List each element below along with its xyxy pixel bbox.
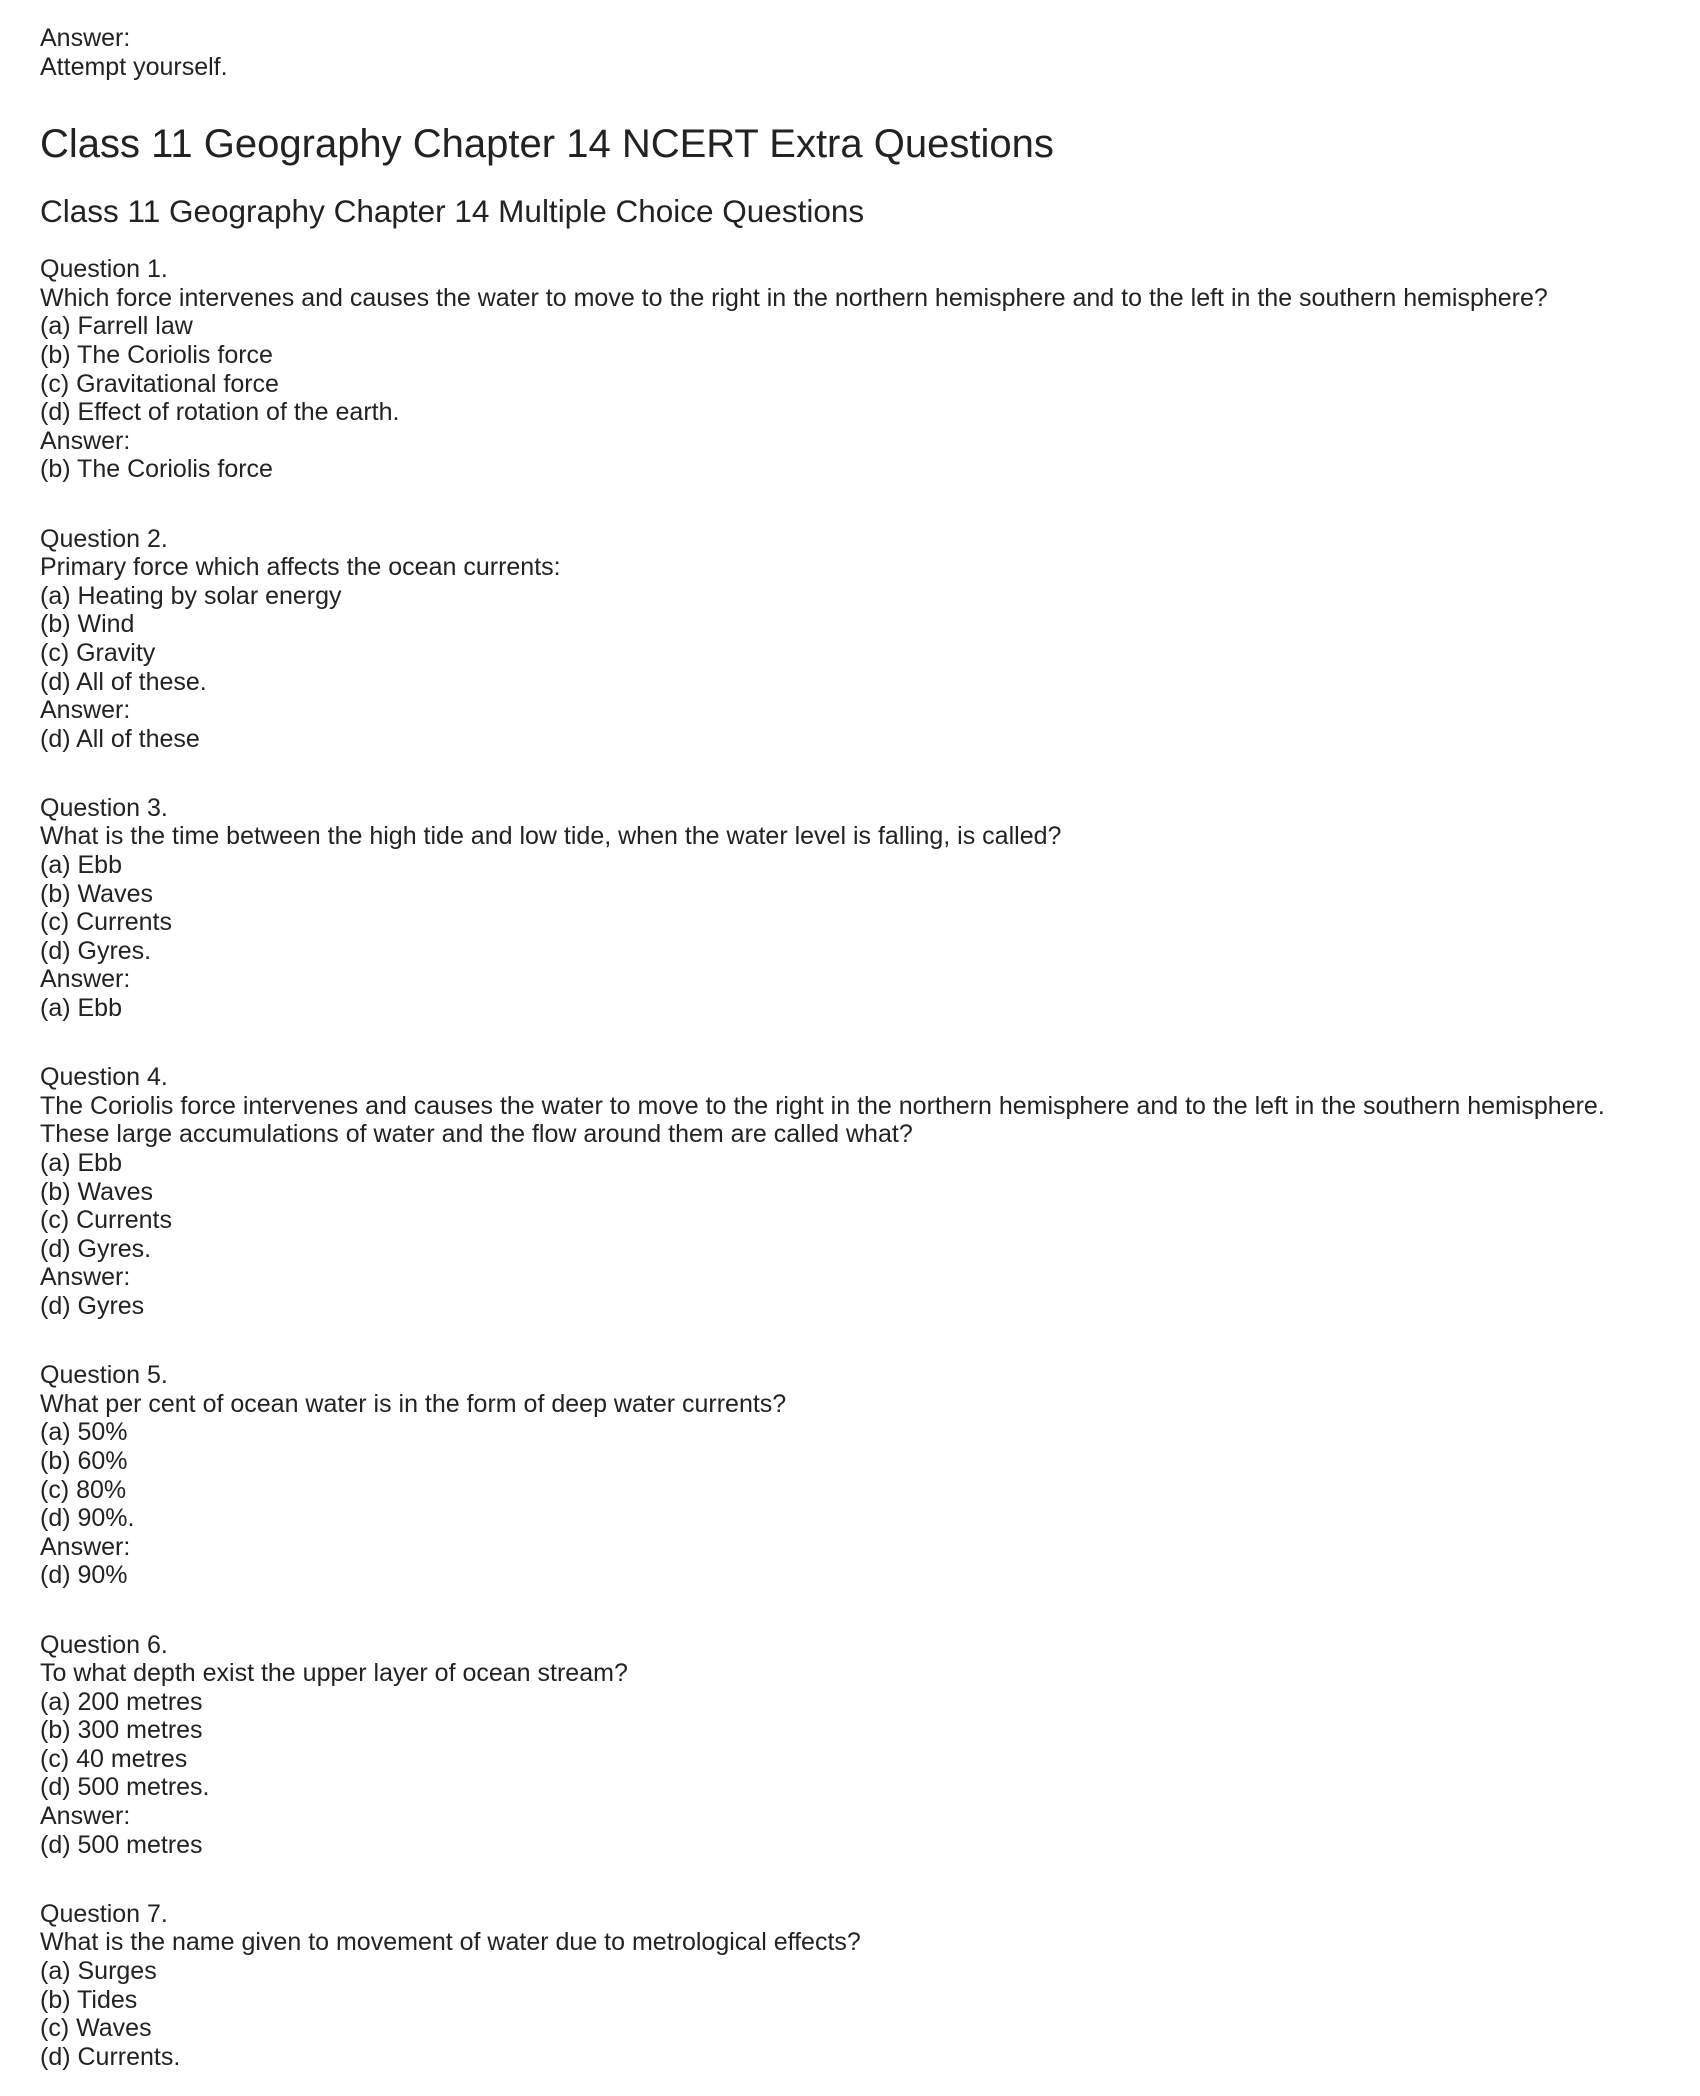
question-option: (c) Currents: [40, 1206, 172, 1235]
question-label: Question 3.: [40, 793, 168, 822]
section-title: Class 11 Geography Chapter 14 Multiple Choice Questions: [40, 193, 865, 230]
question-option: (b) 300 metres: [40, 1716, 203, 1745]
question-option: (b) Wind: [40, 610, 135, 639]
question-option: (a) 200 metres: [40, 1687, 203, 1716]
question-text: These large accumulations of water and the flow around them are called what?: [40, 1120, 913, 1149]
question-label: Question 7.: [40, 1899, 168, 1928]
answer-text: (d) 90%: [40, 1561, 128, 1590]
question-block: [40, 255, 1700, 484]
question-block: [40, 1361, 1700, 1590]
question-option: (a) Ebb: [40, 851, 122, 880]
question-block: [40, 1631, 1700, 1860]
question-block: [40, 794, 1700, 1023]
question-option: (d) Gyres.: [40, 1234, 152, 1263]
question-option: (a) Ebb: [40, 1149, 122, 1177]
question-list: [40, 255, 1700, 2071]
question-block: [40, 1900, 1700, 2072]
question-option: (d) Gyres.: [40, 936, 152, 965]
question-option: (d) Currents.: [40, 2042, 181, 2071]
question-text: Which force intervenes and causes the water to move to the right in the northern hemisphere and to the left in the southern hemisphere?: [40, 283, 1548, 312]
question-option: (c) Currents: [40, 908, 172, 937]
question-option: (c) 40 metres: [40, 1744, 188, 1773]
question-block: [40, 525, 1700, 754]
question-option: (d) Effect of rotation of the earth.: [40, 398, 400, 427]
question-option: (d) 500 metres.: [40, 1773, 210, 1802]
answer-text: (d) 500 metres: [40, 1830, 203, 1859]
question-text: What is the name given to movement of water due to metrological effects?: [40, 1928, 861, 1957]
question-label: Question 1.: [40, 255, 168, 284]
question-option: (b) Waves: [40, 879, 153, 908]
answer-text: (d) All of these: [40, 724, 200, 753]
answer-label: Answer:: [40, 1263, 131, 1292]
page-title: Class 11 Geography Chapter 14 NCERT Extra Questions: [40, 122, 1054, 167]
intro-answer-text: Attempt yourself.: [40, 52, 228, 81]
answer-label: Answer:: [40, 1802, 131, 1831]
question-option: (c) Waves: [40, 2014, 152, 2043]
question-option: (b) Tides: [40, 1985, 138, 2014]
question-option: (d) All of these.: [40, 667, 207, 696]
question-label: Question 5.: [40, 1361, 168, 1390]
answer-text: (a) Ebb: [40, 994, 122, 1023]
question-text: What per cent of ocean water is in the form of deep water currents?: [40, 1389, 787, 1418]
question-label: Question 6.: [40, 1630, 168, 1659]
answer-label: Answer:: [40, 696, 131, 725]
answer-label: Answer:: [40, 1532, 131, 1561]
question-option: (a) Heating by solar energy: [40, 581, 342, 610]
question-text: Primary force which affects the ocean currents:: [40, 553, 561, 582]
question-text: To what depth exist the upper layer of ocean stream?: [40, 1659, 628, 1688]
question-label: Question 4.: [40, 1063, 168, 1092]
answer-label: Answer:: [40, 426, 131, 455]
question-option: (a) Farrell law: [40, 312, 193, 341]
question-option: (a) Surges: [40, 1957, 157, 1986]
question-option: (b) The Coriolis force: [40, 340, 273, 369]
question-option: (d) 90%.: [40, 1504, 135, 1533]
question-text: The Coriolis force intervenes and causes the water to move to the right in the northern hemisphere and to the left in the southern hemisphere.: [40, 1091, 1605, 1120]
question-block: [40, 1063, 1700, 1320]
question-option: (c) 80%: [40, 1475, 127, 1504]
intro-answer-label: Answer:: [40, 24, 131, 52]
question-text: What is the time between the high tide and low tide, when the water level is falling, is called?: [40, 822, 1062, 851]
question-option: (b) 60%: [40, 1446, 128, 1475]
answer-text: (d) Gyres: [40, 1291, 145, 1320]
question-label: Question 2.: [40, 524, 168, 553]
question-option: (a) 50%: [40, 1418, 128, 1447]
question-option: (b) Waves: [40, 1177, 153, 1206]
answer-text: (b) The Coriolis force: [40, 455, 273, 484]
question-option: (c) Gravity: [40, 638, 156, 667]
answer-label: Answer:: [40, 965, 131, 994]
question-option: (c) Gravitational force: [40, 369, 279, 398]
